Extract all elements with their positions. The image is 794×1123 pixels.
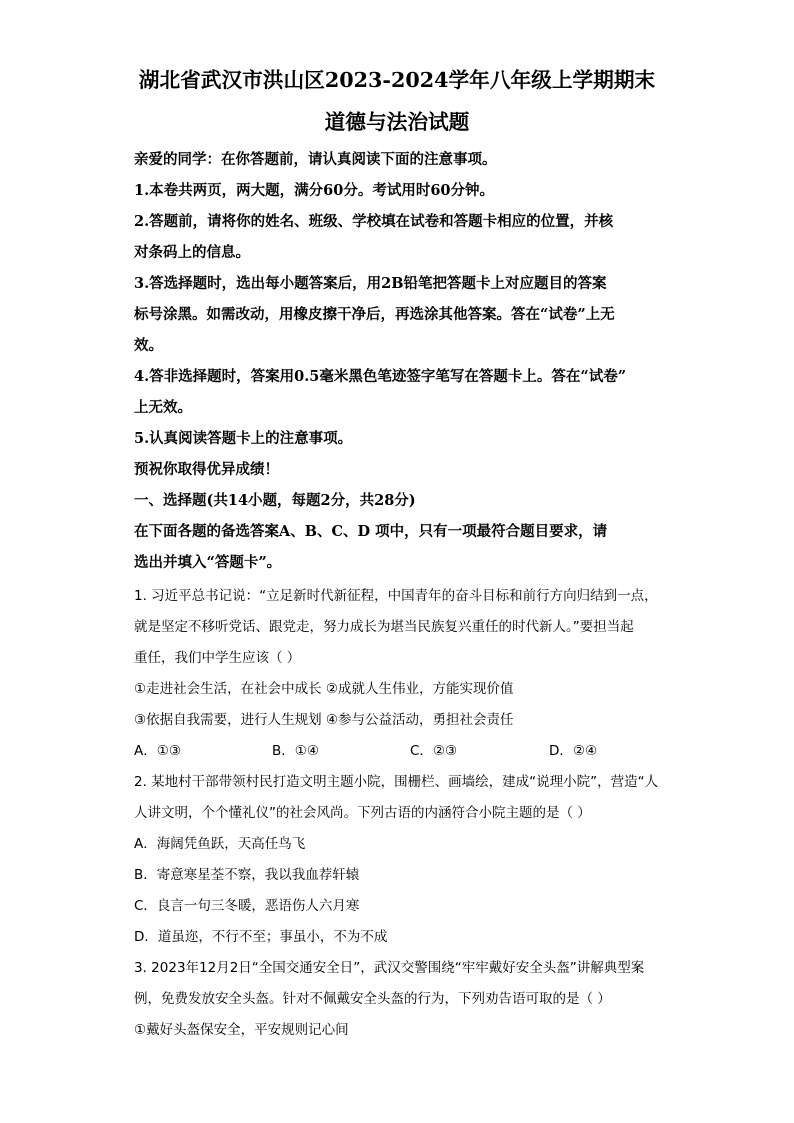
notice-item-3-line1: 3.答选择题时，选出每小题答案后，用2B铅笔把答题卡上对应题目的答案 [134,275,607,292]
q2-option-a: A．海阔凭鱼跃，天高任鸟飞 [134,836,306,852]
q1-option-b: B．①④ [272,743,319,759]
q2-stem-line1: 2. 某地村干部带领村民打造文明主题小院，围栅栏、画墙绘，建成“说理小院”，营造“人 [134,774,659,790]
notice-wish: 预祝你取得优异成绩！ [134,461,279,478]
q3-statement-1: ①戴好头盔保安全，平安规则记心间 [134,1022,349,1038]
q2-option-d: D．道虽迩，不行不至；事虽小，不为不成 [134,929,388,945]
notice-item-1: 1.本卷共两页，两大题，满分60分。考试用时60分钟。 [134,182,494,199]
q1-option-d: D．②④ [549,743,598,759]
q1-stem-line3: 重任，我们中学生应该（ ） [134,650,301,666]
notice-item-4-line1: 4.答非选择题时，答案用0.5毫米黑色笔迹签字笔写在答题卡上。答在“试卷” [134,368,627,385]
q2-option-b: B．寄意寒星荃不察，我以我血荐轩辕 [134,867,360,883]
q3-stem-line1: 3. 2023年12月2日“全国交通安全日”，武汉交警围绕“牢牢戴好安全头盔”讲解典型案 [134,960,645,976]
q3-stem-line2: 例，免费发放安全头盔。针对不佩戴安全头盔的行为，下列劝告语可取的是（ ） [134,991,611,1007]
q2-stem-line2: 人讲文明，个个懂礼仪”的社会风尚。下列古语的内涵符合小院主题的是（ ） [134,805,591,821]
notice-item-3-line2: 标号涂黑。如需改动，用橡皮擦干净后，再选涂其他答案。答在“试卷”上无 [134,306,615,323]
notice-item-3-line3: 效。 [134,337,163,354]
section-1-heading: 一、选择题(共14小题，每题2分，共28分) [134,492,416,509]
q1-stem-line2: 就是坚定不移听党话、跟党走，努力成长为堪当民族复兴重任的时代新人。”要担当起 [134,619,634,635]
q1-option-c: C．②③ [410,743,458,759]
q2-option-c: C．良言一句三冬暖，恶语伤人六月寒 [134,898,360,914]
exam-title-line1: 湖北省武汉市洪山区2023-2024学年八年级上学期期末 [138,68,656,92]
q1-statements-1-2: ①走进社会生活，在社会中成长 ②成就人生伟业，方能实现价值 [134,681,514,697]
q1-option-a: A．①③ [134,743,181,759]
exam-title-line2: 道德与法治试题 [324,110,470,134]
section-1-instruction-line1: 在下面各题的备选答案A、B、C、D 项中，只有一项最符合题目要求，请 [134,523,608,540]
q1-statements-3-4: ③依据自我需要，进行人生规划 ④参与公益活动，勇担社会责任 [134,712,514,728]
q1-stem-line1: 1. 习近平总书记说：“立足新时代新征程，中国青年的奋斗目标和前行方向归结到一点， [134,588,658,604]
notice-item-4-line2: 上无效。 [134,399,192,416]
notice-intro: 亲爱的同学：在你答题前，请认真阅读下面的注意事项。 [134,151,497,168]
notice-item-2-line2: 对条码上的信息。 [134,244,250,261]
notice-item-2-line1: 2.答题前，请将你的姓名、班级、学校填在试卷和答题卡相应的位置，并核 [134,213,614,230]
section-1-instruction-line2: 选出并填入“答题卡”。 [134,554,282,571]
notice-item-5: 5.认真阅读答题卡上的注意事项。 [134,430,353,447]
